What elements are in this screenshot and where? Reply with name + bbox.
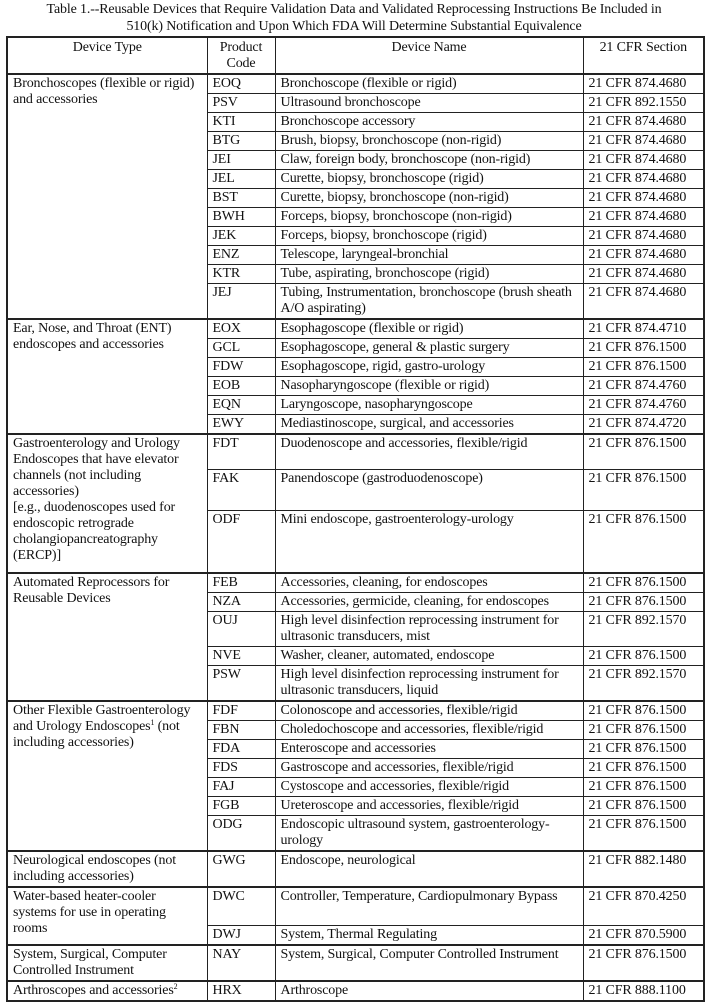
reusable-devices-table <box>6 36 705 1002</box>
product-code-cell: FDA <box>207 740 275 759</box>
product-code-cell: JEJ <box>207 284 275 320</box>
device-name-cell: Gastroscope and accessories, flexible/rigid <box>275 759 583 778</box>
device-type-note: [e.g., duodenoscopes used for endoscopic retrograde cholangiopancreatography (ERCP)] <box>13 500 176 563</box>
device-name-cell: Accessories, germicide, cleaning, for endoscopes <box>275 593 583 612</box>
cfr-section-cell: 21 CFR 882.1480 <box>583 851 704 887</box>
device-type-text: Arthroscopes and accessories <box>13 983 174 998</box>
cfr-section-cell: 21 CFR 876.1500 <box>583 740 704 759</box>
device-name-cell: Ultrasound bronchoscope <box>275 94 583 113</box>
device-name-cell: Cystoscope and accessories, flexible/rigid <box>275 778 583 797</box>
table-row <box>7 74 704 94</box>
cfr-section-cell: 21 CFR 876.1500 <box>583 593 704 612</box>
cfr-section-cell: 21 CFR 874.4680 <box>583 74 704 94</box>
table-body <box>7 74 704 1001</box>
header-cfr-section: 21 CFR Section <box>583 37 704 74</box>
device-name-cell: Esophagoscope (flexible or rigid) <box>275 319 583 339</box>
device-type-cell <box>7 573 207 701</box>
product-code-cell: JEL <box>207 170 275 189</box>
product-code-cell: KTR <box>207 265 275 284</box>
device-name-cell: High level disinfection reprocessing instrument for ultrasonic transducers, mist <box>275 612 583 647</box>
product-code-cell: OUJ <box>207 612 275 647</box>
device-name-cell: Esophagoscope, general & plastic surgery <box>275 339 583 358</box>
device-type-cell <box>7 981 207 1001</box>
header-device-type: Device Type <box>7 37 207 74</box>
device-type-text: System, Surgical, Computer Controlled Instrument <box>13 947 167 978</box>
product-code-cell: NAY <box>207 945 275 981</box>
table-caption <box>0 2 708 35</box>
device-name-cell: Nasopharyngoscope (flexible or rigid) <box>275 377 583 396</box>
product-code-cell: EOQ <box>207 74 275 94</box>
cfr-section-cell: 21 CFR 874.4680 <box>583 132 704 151</box>
product-code-cell: NVE <box>207 647 275 666</box>
product-code-cell: JEK <box>207 227 275 246</box>
table-row <box>7 701 704 721</box>
product-code-cell: ODG <box>207 816 275 852</box>
device-name-cell: Duodenoscope and accessories, flexible/rigid <box>275 434 583 470</box>
header-product-code-line1: Product <box>219 40 263 55</box>
cfr-section-cell: 21 CFR 874.4680 <box>583 227 704 246</box>
cfr-section-cell: 21 CFR 874.4680 <box>583 170 704 189</box>
device-type-cell <box>7 851 207 887</box>
product-code-cell: EOB <box>207 377 275 396</box>
device-type-text-cont: (not including accessories) <box>13 719 180 750</box>
device-name-cell: Laryngoscope, nasopharyngoscope <box>275 396 583 415</box>
cfr-section-cell: 21 CFR 874.4710 <box>583 319 704 339</box>
device-name-cell: Bronchoscope accessory <box>275 113 583 132</box>
product-code-cell: ODF <box>207 511 275 574</box>
product-code-cell: GCL <box>207 339 275 358</box>
product-code-cell: BWH <box>207 208 275 227</box>
table-row <box>7 319 704 339</box>
device-name-cell: Curette, biopsy, bronchoscope (rigid) <box>275 170 583 189</box>
product-code-cell: FDF <box>207 701 275 721</box>
device-type-text: Gastroenterology and Urology Endoscopes that have elevator channels (not including accessories) <box>13 436 180 499</box>
cfr-section-cell: 21 CFR 876.1500 <box>583 434 704 470</box>
cfr-section-cell: 21 CFR 870.4250 <box>583 887 704 926</box>
device-name-cell: Accessories, cleaning, for endoscopes <box>275 573 583 593</box>
product-code-cell: FAK <box>207 470 275 511</box>
product-code-cell: FDW <box>207 358 275 377</box>
product-code-cell: EQN <box>207 396 275 415</box>
cfr-section-cell: 21 CFR 870.5900 <box>583 926 704 946</box>
device-name-cell: Forceps, biopsy, bronchoscope (rigid) <box>275 227 583 246</box>
table-row <box>7 434 704 470</box>
device-name-cell: Choledochoscope and accessories, flexible/rigid <box>275 721 583 740</box>
caption-line-2: 510(k) Notification and Upon Which FDA Will Determine Substantial Equivalence <box>126 18 582 34</box>
device-type-text: Other Flexible Gastroenterology and Urology Endoscopes <box>13 703 191 734</box>
header-product-code-line2: Code <box>226 56 256 71</box>
device-name-cell: Tube, aspirating, bronchoscope (rigid) <box>275 265 583 284</box>
table-row <box>7 887 704 926</box>
product-code-cell: BTG <box>207 132 275 151</box>
product-code-cell: EWY <box>207 415 275 435</box>
product-code-cell: DWC <box>207 887 275 926</box>
device-name-cell: System, Thermal Regulating <box>275 926 583 946</box>
cfr-section-cell: 21 CFR 874.4760 <box>583 396 704 415</box>
device-name-cell: Brush, biopsy, bronchoscope (non-rigid) <box>275 132 583 151</box>
cfr-section-cell: 21 CFR 876.1500 <box>583 816 704 852</box>
device-name-cell: Controller, Temperature, Cardiopulmonary Bypass <box>275 887 583 926</box>
product-code-cell: BST <box>207 189 275 208</box>
device-name-cell: Washer, cleaner, automated, endoscope <box>275 647 583 666</box>
device-type-text: Ear, Nose, and Throat (ENT) endoscopes and accessories <box>13 321 172 352</box>
cfr-section-cell: 21 CFR 874.4680 <box>583 265 704 284</box>
table-row <box>7 573 704 593</box>
device-name-cell: Endoscopic ultrasound system, gastroenterology-urology <box>275 816 583 852</box>
table-row <box>7 981 704 1001</box>
device-name-cell: Telescope, laryngeal-bronchial <box>275 246 583 265</box>
device-type-text: Automated Reprocessors for Reusable Devices <box>13 575 170 606</box>
cfr-section-cell: 21 CFR 874.4680 <box>583 208 704 227</box>
product-code-cell: GWG <box>207 851 275 887</box>
device-type-cell <box>7 701 207 851</box>
cfr-section-cell: 21 CFR 876.1500 <box>583 511 704 574</box>
product-code-cell: PSW <box>207 666 275 702</box>
cfr-section-cell: 21 CFR 876.1500 <box>583 358 704 377</box>
device-name-cell: Mediastinoscope, surgical, and accessories <box>275 415 583 435</box>
product-code-cell: EOX <box>207 319 275 339</box>
cfr-section-cell: 21 CFR 892.1570 <box>583 612 704 647</box>
cfr-section-cell: 21 CFR 876.1500 <box>583 721 704 740</box>
device-type-cell <box>7 887 207 945</box>
cfr-section-cell: 21 CFR 876.1500 <box>583 647 704 666</box>
device-name-cell: Bronchoscope (flexible or rigid) <box>275 74 583 94</box>
device-name-cell: High level disinfection reprocessing instrument for ultrasonic transducers, liquid <box>275 666 583 702</box>
cfr-section-cell: 21 CFR 874.4680 <box>583 284 704 320</box>
device-name-cell: Esophagoscope, rigid, gastro-urology <box>275 358 583 377</box>
table-row <box>7 851 704 887</box>
product-code-cell: JEI <box>207 151 275 170</box>
product-code-cell: FAJ <box>207 778 275 797</box>
cfr-section-cell: 21 CFR 876.1500 <box>583 573 704 593</box>
cfr-section-cell: 21 CFR 874.4680 <box>583 246 704 265</box>
cfr-section-cell: 21 CFR 876.1500 <box>583 945 704 981</box>
cfr-section-cell: 21 CFR 876.1500 <box>583 339 704 358</box>
cfr-section-cell: 21 CFR 876.1500 <box>583 778 704 797</box>
cfr-section-cell: 21 CFR 874.4680 <box>583 151 704 170</box>
header-row <box>7 37 704 74</box>
device-type-text: Neurological endoscopes (not including accessories) <box>13 853 176 884</box>
cfr-section-cell: 21 CFR 874.4680 <box>583 113 704 132</box>
header-device-name: Device Name <box>275 37 583 74</box>
table-row <box>7 945 704 981</box>
device-type-cell <box>7 74 207 319</box>
caption-line-1: Table 1.--Reusable Devices that Require Validation Data and Validated Reprocessing Instructions Be Included in <box>46 2 662 17</box>
device-type-cell <box>7 434 207 573</box>
device-name-cell: Curette, biopsy, bronchoscope (non-rigid) <box>275 189 583 208</box>
device-name-cell: Forceps, biopsy, bronchoscope (non-rigid) <box>275 208 583 227</box>
cfr-section-cell: 21 CFR 874.4720 <box>583 415 704 435</box>
product-code-cell: KTI <box>207 113 275 132</box>
header-product-code <box>207 37 275 74</box>
product-code-cell: FDT <box>207 434 275 470</box>
product-code-cell: DWJ <box>207 926 275 946</box>
product-code-cell: HRX <box>207 981 275 1001</box>
device-name-cell: Ureteroscope and accessories, flexible/rigid <box>275 797 583 816</box>
device-name-cell: System, Surgical, Computer Controlled Instrument <box>275 945 583 981</box>
cfr-section-cell: 21 CFR 876.1500 <box>583 701 704 721</box>
product-code-cell: FGB <box>207 797 275 816</box>
cfr-section-cell: 21 CFR 888.1100 <box>583 981 704 1001</box>
product-code-cell: FEB <box>207 573 275 593</box>
footnote-marker: 2 <box>173 982 178 991</box>
product-code-cell: PSV <box>207 94 275 113</box>
device-name-cell: Mini endoscope, gastroenterology-urology <box>275 511 583 574</box>
product-code-cell: ENZ <box>207 246 275 265</box>
cfr-section-cell: 21 CFR 876.1500 <box>583 759 704 778</box>
device-type-text: Water-based heater-cooler systems for use in operating rooms <box>13 889 166 936</box>
cfr-section-cell: 21 CFR 892.1570 <box>583 666 704 702</box>
device-name-cell: Endoscope, neurological <box>275 851 583 887</box>
device-type-text: Bronchoscopes (flexible or rigid) and accessories <box>13 76 195 107</box>
cfr-section-cell: 21 CFR 876.1500 <box>583 470 704 511</box>
footnote-marker: 1 <box>150 718 155 727</box>
product-code-cell: NZA <box>207 593 275 612</box>
device-type-cell <box>7 319 207 434</box>
device-name-cell: Arthroscope <box>275 981 583 1001</box>
device-name-cell: Enteroscope and accessories <box>275 740 583 759</box>
device-name-cell: Panendoscope (gastroduodenoscope) <box>275 470 583 511</box>
cfr-section-cell: 21 CFR 876.1500 <box>583 797 704 816</box>
cfr-section-cell: 21 CFR 874.4680 <box>583 189 704 208</box>
device-name-cell: Claw, foreign body, bronchoscope (non-rigid) <box>275 151 583 170</box>
cfr-section-cell: 21 CFR 892.1550 <box>583 94 704 113</box>
product-code-cell: FBN <box>207 721 275 740</box>
device-name-cell: Tubing, Instrumentation, bronchoscope (brush sheath A/O aspirating) <box>275 284 583 320</box>
cfr-section-cell: 21 CFR 874.4760 <box>583 377 704 396</box>
device-type-cell <box>7 945 207 981</box>
product-code-cell: FDS <box>207 759 275 778</box>
device-name-cell: Colonoscope and accessories, flexible/rigid <box>275 701 583 721</box>
